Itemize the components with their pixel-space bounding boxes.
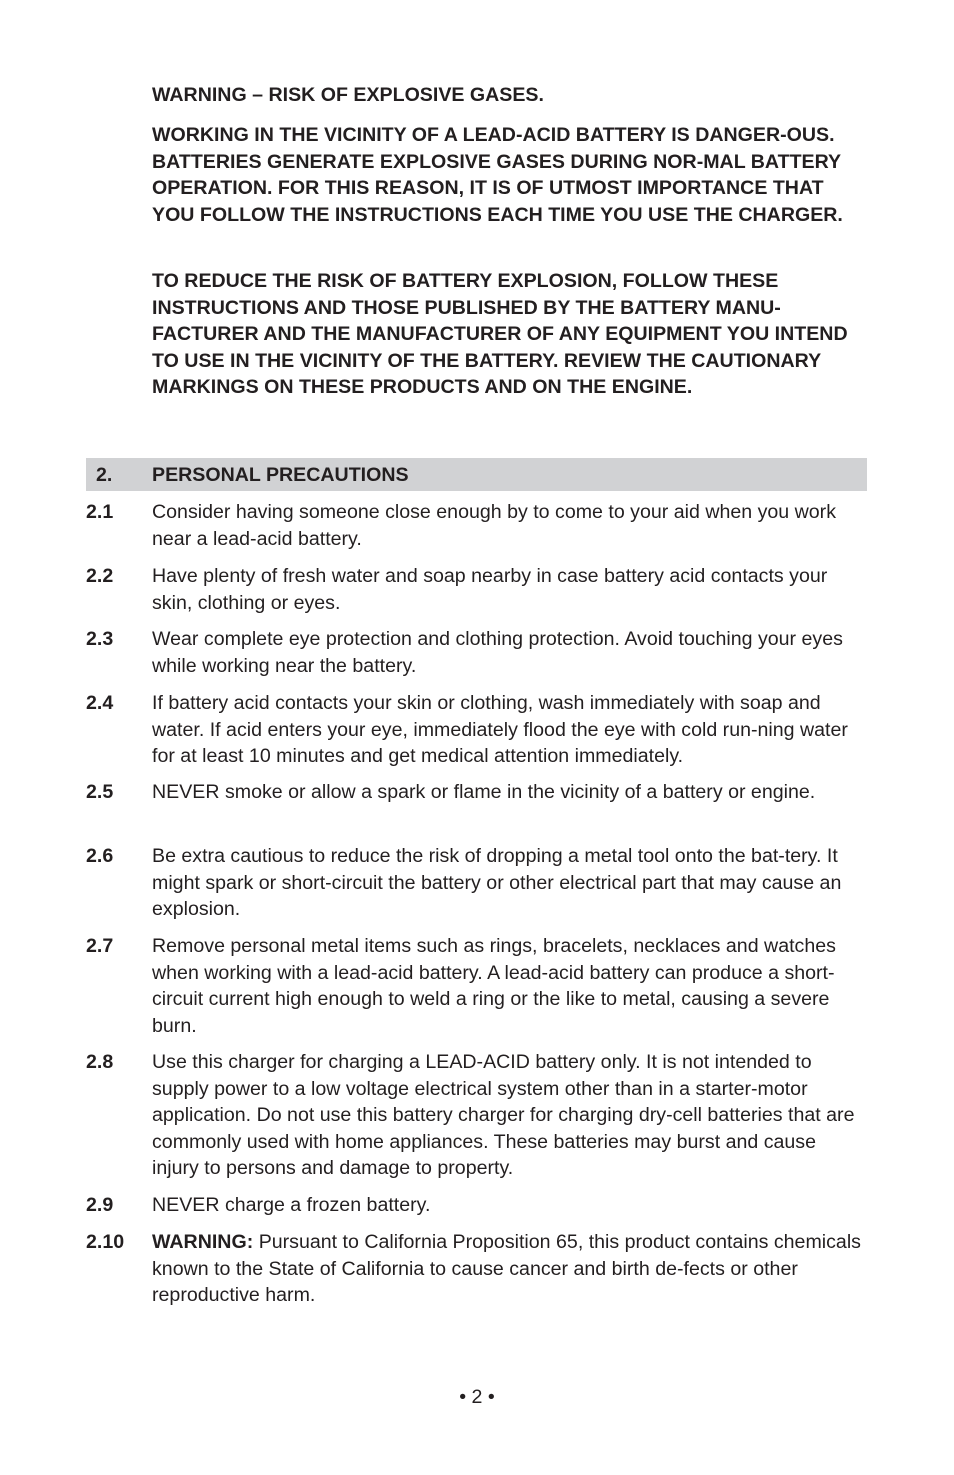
item-text: Use this charger for charging a LEAD-ACID battery only. It is not intended to supply power to a low voltage electrical system other than in a starter-motor application. Do not use this battery charger for charging dry-cell batteries that are commonly used with home appliances. These batteries may burst and cause injury to persons and damage to property.	[152, 1051, 855, 1179]
section-number: 2.	[96, 464, 113, 486]
warning-body: Pursuant to California Proposition 65, this product contains chemicals known to the State of California to cause cancer and birth de-fects or other reproductive harm.	[152, 1231, 861, 1306]
item-text: Consider having someone close enough by to come to your aid when you work near a lead-acid battery.	[152, 501, 837, 550]
warning-title: WARNING – RISK OF EXPLOSIVE GASES.	[152, 84, 544, 106]
item-text: Have plenty of fresh water and soap nearby in case battery acid contacts your skin, clothing or eyes.	[152, 565, 828, 614]
page-number: • 2 •	[459, 1386, 495, 1408]
item-text: Be extra cautious to reduce the risk of dropping a metal tool onto the bat-tery. It might spark or short-circuit the battery or other electrical part that may cause an explosion.	[152, 845, 842, 920]
item-number: 2.7	[86, 935, 114, 957]
item-text: If battery acid contacts your skin or clothing, wash immediately with soap and water. If acid enters your eye, immediately flood the eye with cold run-ning water for at least 10 minutes and get medical attention immediately.	[152, 692, 848, 767]
warning-paragraph: WORKING IN THE VICINITY OF A LEAD-ACID BATTERY IS DANGER-OUS. BATTERIES GENERATE EXPLOSIVE GASES DURING NOR-MAL BATTERY OPERATION. FOR THIS REASON, IT IS OF UTMOST IMPORTANCE THAT YOU FOLLOW THE INSTRUCTIONS EACH TIME YOU USE THE CHARGER.	[152, 124, 843, 226]
item-text	[152, 1229, 867, 1309]
item-number: 2.5	[86, 781, 114, 803]
item-text: Remove personal metal items such as rings, bracelets, necklaces and watches when working with a lead-acid battery. A lead-acid battery can produce a short-circuit current high enough to weld a ring or the like to metal, causing a severe burn.	[152, 935, 836, 1037]
item-number: 2.1	[86, 501, 114, 523]
item-number: 2.2	[86, 565, 114, 587]
warning-paragraph: TO REDUCE THE RISK OF BATTERY EXPLOSION, FOLLOW THESE INSTRUCTIONS AND THOSE PUBLISHED BY THE BATTERY MANU-FACTURER AND THE MANUFACTURER OF ANY EQUIPMENT YOU INTEND TO USE IN THE VICINITY OF THE BATTERY. REVIEW THE CAUTIONARY MARKINGS ON THESE PRODUCTS AND ON THE ENGINE.	[152, 270, 848, 398]
item-number: 2.8	[86, 1051, 114, 1073]
item-number: 2.10	[86, 1231, 125, 1253]
item-text: Wear complete eye protection and clothing protection. Avoid touching your eyes while working near the battery.	[152, 628, 843, 677]
item-text: NEVER smoke or allow a spark or flame in the vicinity of a battery or engine.	[152, 781, 816, 803]
item-number: 2.3	[86, 628, 114, 650]
warning-label: WARNING:	[152, 1231, 254, 1253]
item-number: 2.4	[86, 692, 114, 714]
item-number: 2.6	[86, 845, 114, 867]
item-number: 2.9	[86, 1194, 114, 1216]
section-header	[86, 458, 867, 491]
section-title: PERSONAL PRECAUTIONS	[152, 464, 409, 486]
item-text: NEVER charge a frozen battery.	[152, 1194, 431, 1216]
